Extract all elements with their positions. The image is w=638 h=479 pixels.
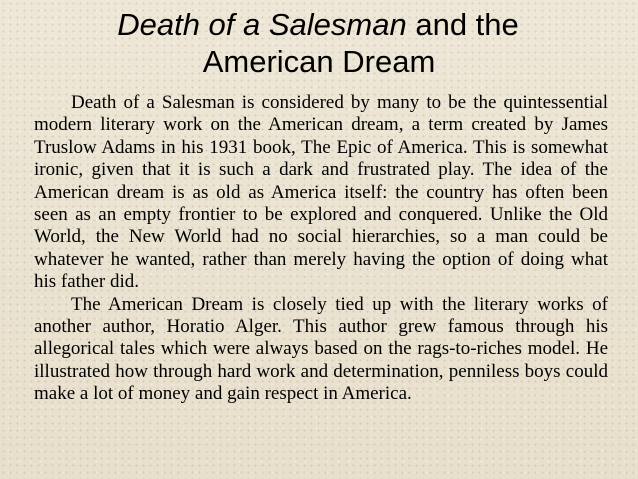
paragraph-1: Death of a Salesman is considered by many to be the quintessential modern literary work on the American dream, a term created by James Truslow Adams in his 1931 book, The Epic of America. This is somewhat ironic, given that it is such a dark and frustrated play. The idea of the American dream is as old as America itself: the country has often been seen as an empty frontier to be explored and conquered. Unlike the Old World, the New World had no social hierarchies, so a man could be whatever he wanted, rather than merely having the option of doing what his father did.: [34, 92, 608, 293]
title-line-2: American Dream: [202, 44, 436, 79]
paragraph-2: The American Dream is closely tied up with the literary works of another author, Horatio Alger. This author grew famous through his allegorical tales which were always based on the rags-to-riches model. He illustrated how through hard work and determination, penniless boys could make a lot of money and gain respect in America.: [34, 293, 608, 405]
title-line-1-rest: and the: [406, 7, 519, 42]
title-line-1: [0, 6, 638, 43]
slide-title: [0, 6, 638, 80]
slide-body: [34, 92, 608, 406]
title-play-name: Death of a Salesman: [117, 7, 407, 42]
